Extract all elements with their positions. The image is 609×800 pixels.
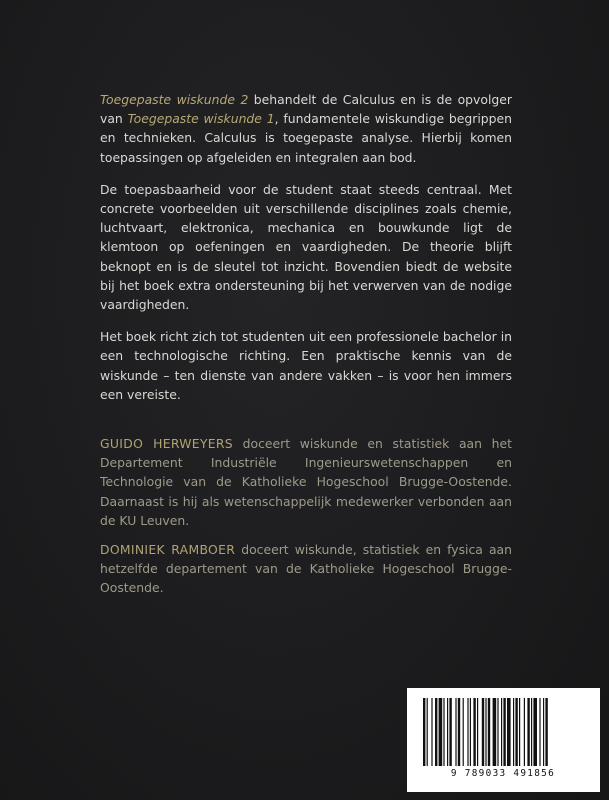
- barcode-bar: [435, 698, 437, 766]
- author-bio-text: doceert wiskunde, statistiek en fysica aan hetzelfde departement van de Katholieke Hogeschool Brugge-Oostende.: [100, 542, 512, 596]
- barcode-bar: [531, 698, 532, 766]
- barcode-bar: [493, 698, 497, 766]
- barcode-bar: [519, 698, 520, 766]
- barcode-bar: [443, 698, 444, 766]
- barcode-bar: [455, 698, 456, 766]
- barcode-bar: [427, 698, 428, 766]
- paragraph-intro: [100, 90, 512, 167]
- author-name: DOMINIEK RAMBOER: [100, 542, 236, 558]
- barcode-bar: [463, 698, 464, 766]
- barcode-bar: [467, 698, 468, 766]
- barcode-bar: [449, 698, 451, 766]
- barcode-bar: [473, 698, 475, 766]
- barcode-bar: [431, 698, 432, 766]
- isbn-digits: 9 789033 491856: [450, 768, 556, 779]
- author-bios: [100, 434, 512, 598]
- barcode-bar: [485, 698, 486, 766]
- barcode-bar: [524, 698, 525, 766]
- barcode-bar: [488, 698, 490, 766]
- author-name: GUIDO HERWEYERS: [100, 436, 233, 452]
- barcode-bar: [439, 698, 443, 766]
- author-bio-text: doceert wiskunde en statistiek aan het Departement Industriële Ingenieurswetenschappen en Technologie van de Katholieke Hogeschool Brugge-Oostende. Daarnaast is hij als wetenschappelijk medewerker verbonden aan de KU Leuven.: [100, 436, 512, 528]
- author-bio-2: [100, 540, 512, 598]
- barcode-bar: [515, 698, 517, 766]
- barcode-bar: [458, 698, 460, 766]
- paragraph-applicability: De toepasbaarheid voor de student staat steeds centraal. Met concrete voorbeelden uit verschillende disciplines zoals chemie, luchtvaart, elektronica, mechanica en bouwkunde ligt de klemtoon op oefeningen en vaardigheden. De theorie blijft beknopt en is de sleutel tot inzicht. Bovendien biedt de website bij het boek extra ondersteuning bij het verwerven van de nodige vaardigheden.: [100, 181, 512, 313]
- barcode-bar: [545, 698, 547, 766]
- barcode-bar: [497, 698, 498, 766]
- barcode-bar: [503, 698, 505, 766]
- barcode-bar: [543, 698, 544, 766]
- blurb: [100, 90, 512, 608]
- barcode-label: [407, 688, 600, 792]
- barcode-bar: [527, 698, 529, 766]
- intro-text-2: , fundamentele wiskundige begrippen en technieken. Calculus is toegepaste analyse. Hierbij komen toepassingen op afgeleiden en integralen aan bod.: [100, 111, 512, 165]
- barcode-bar: [482, 698, 484, 766]
- book-title-ref: Toegepaste wiskunde 2: [100, 92, 249, 107]
- intro-text-1: behandelt de Calculus en is de opvolger van: [100, 92, 512, 127]
- book-title-ref-prev: Toegepaste wiskunde 1: [127, 111, 275, 127]
- barcode-bar: [507, 698, 511, 766]
- paragraph-audience: Het boek richt zich tot studenten uit een professionele bachelor in een technologische richting. Een praktische kennis van de wiskunde – ten dienste van andere vakken – is voor hen immers een vereiste.: [100, 329, 512, 402]
- barcode-bar: [470, 698, 471, 766]
- barcode-bar: [533, 698, 537, 766]
- barcode-bar: [501, 698, 502, 766]
- barcode-bar: [539, 698, 540, 766]
- author-bio-1: [100, 434, 512, 530]
- barcode-icon: [423, 698, 583, 766]
- barcode-bar: [477, 698, 478, 766]
- barcode-bar: [513, 698, 514, 766]
- barcode-bar: [423, 698, 425, 766]
- barcode-bar: [447, 698, 448, 766]
